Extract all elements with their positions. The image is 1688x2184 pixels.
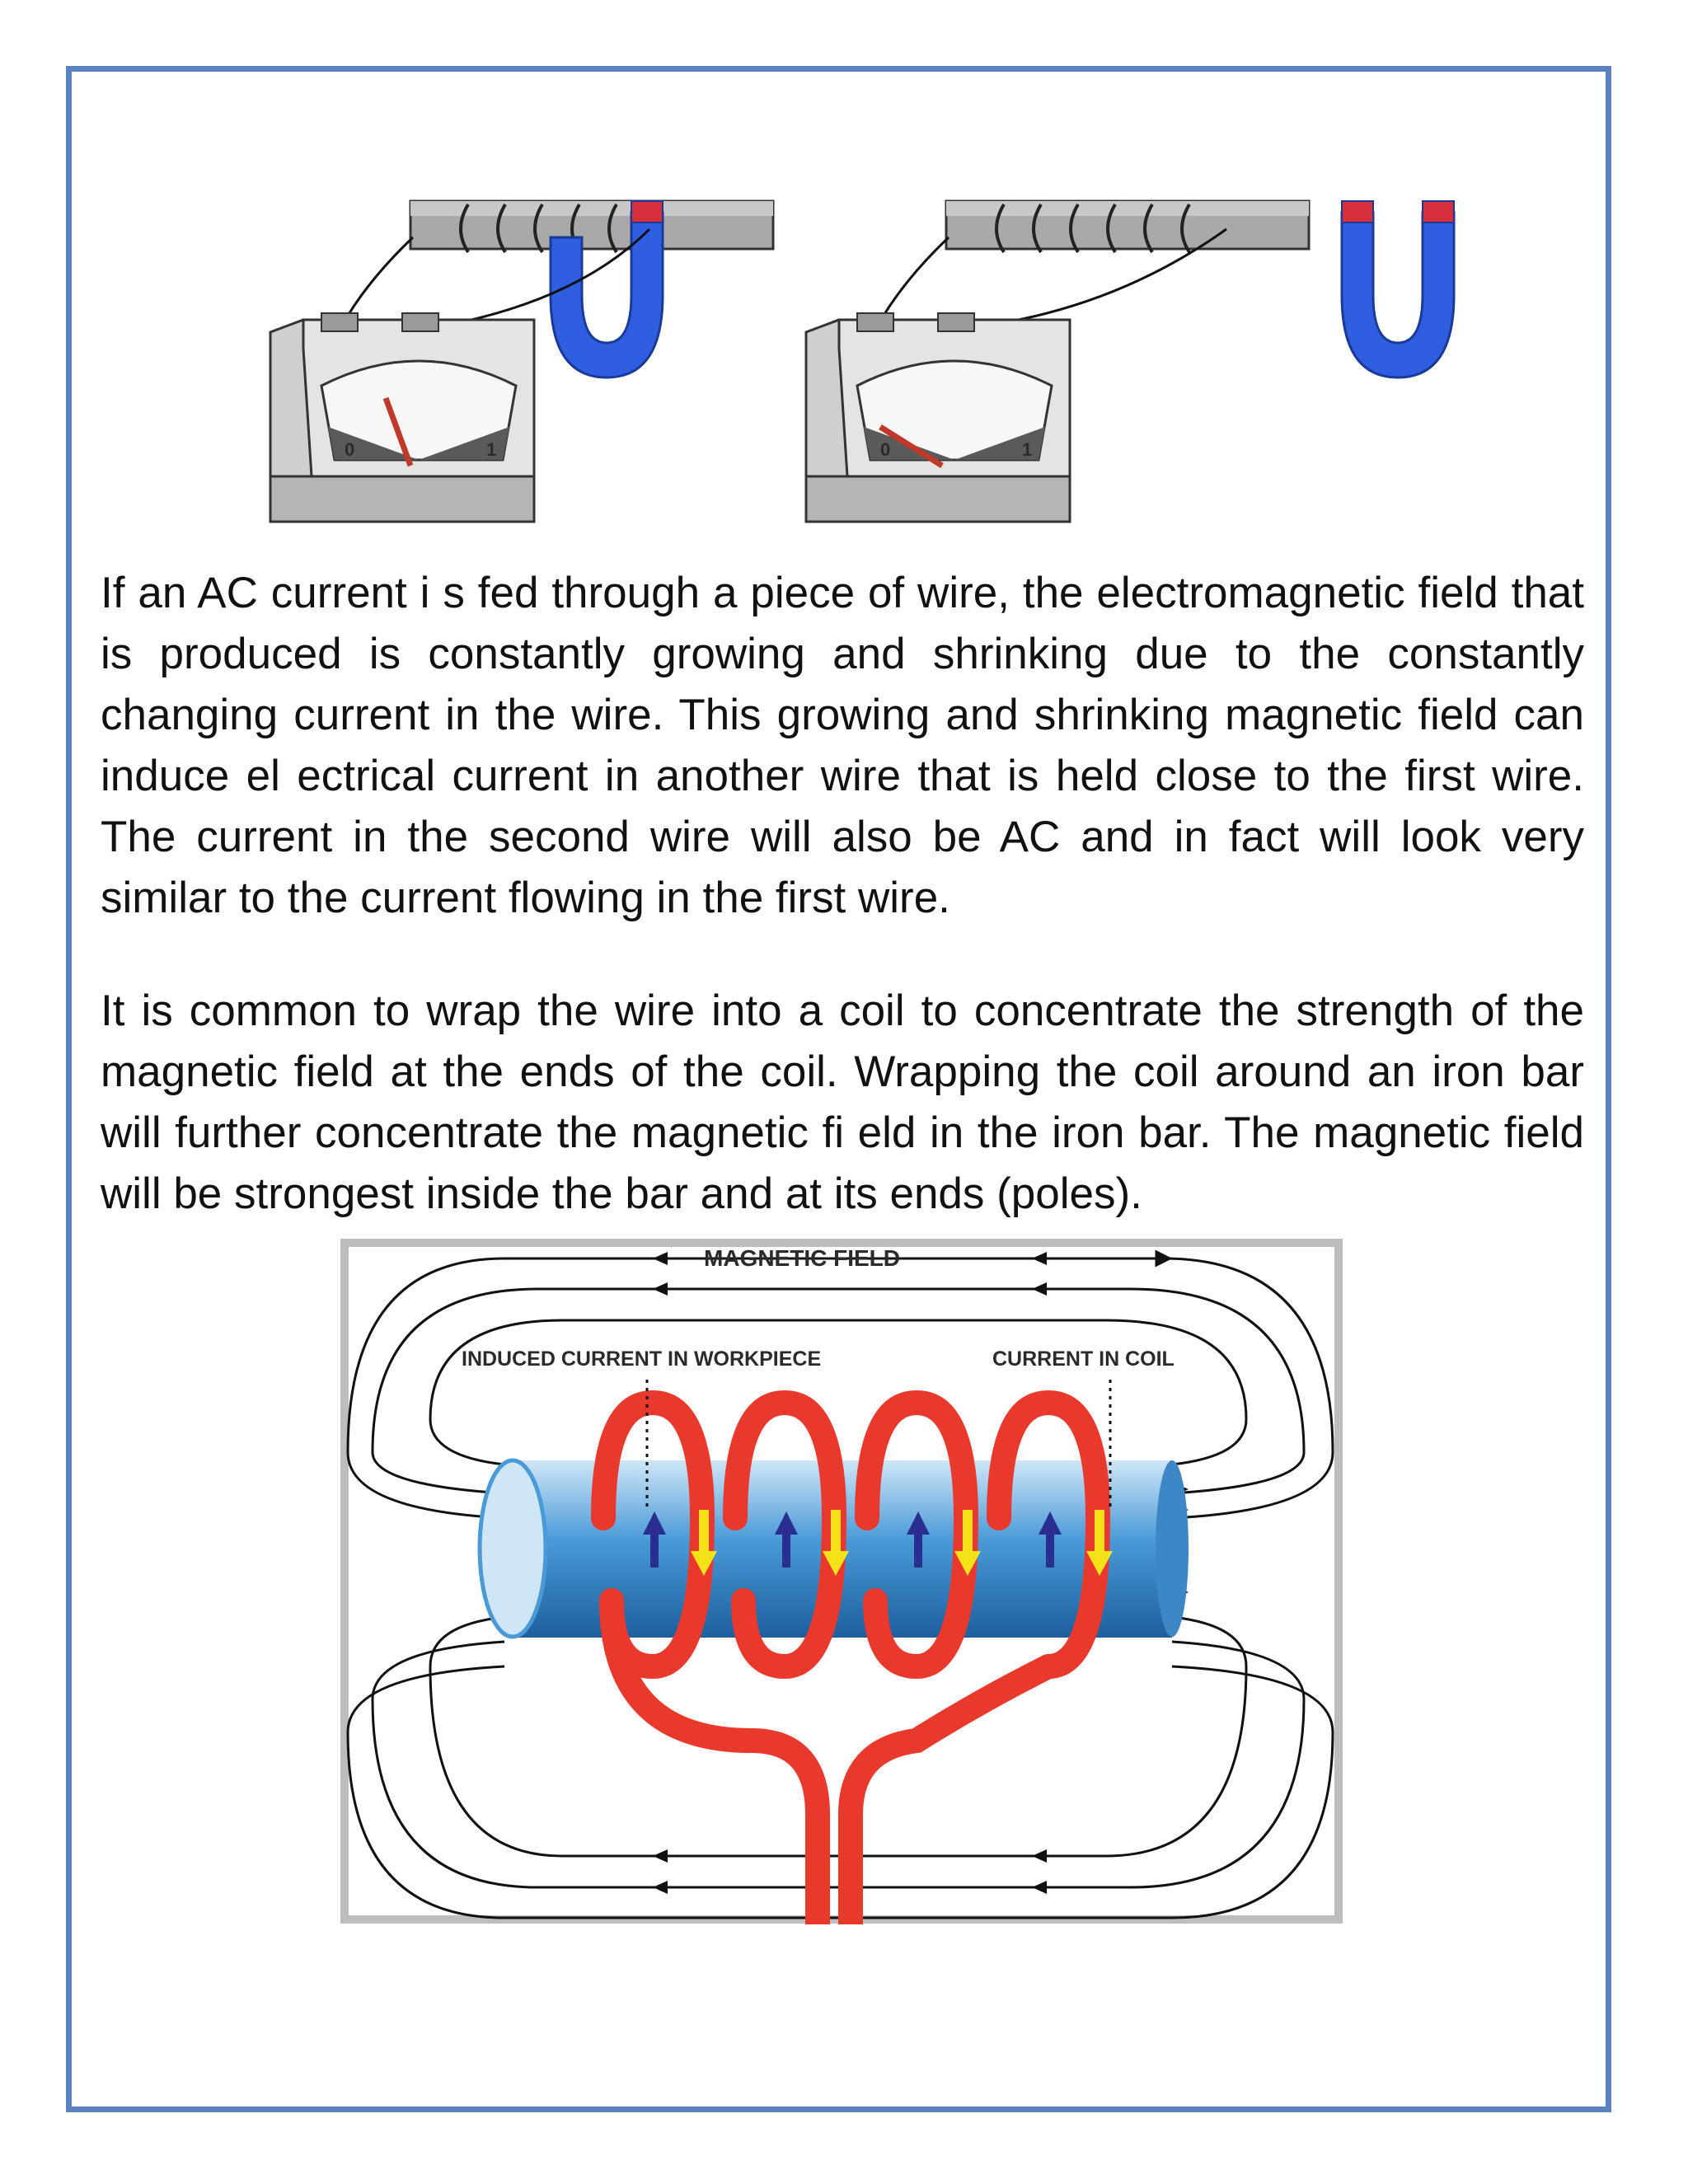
label-magnetic-field: MAGNETIC FIELD bbox=[704, 1245, 900, 1271]
label-current-in-coil: CURRENT IN COIL bbox=[992, 1347, 1175, 1371]
right-setup bbox=[806, 201, 1454, 522]
meter-left-zero: 0 bbox=[345, 439, 355, 460]
paragraph-ac-induction: If an AC current i s fed through a piece of wire, the electromagnetic field that is produced is constantly growing and shrinking due to the constantly changing current in the wire. This growing and shrinking magnetic field can induce el ectrical current in another wire that is held close to the first wire. The current in the second wire will also be AC and in fact will look very similar to the current flowing in the first wire. bbox=[101, 569, 1584, 922]
magnet-right bbox=[1342, 201, 1454, 377]
meter-left-max: 1 bbox=[486, 439, 497, 460]
induction-coil-diagram bbox=[340, 1238, 1343, 1924]
meter-right-max: 1 bbox=[1022, 439, 1033, 460]
galvanometer-left bbox=[270, 313, 534, 522]
label-induced-current: INDUCED CURRENT IN WORKPIECE bbox=[462, 1347, 822, 1371]
meter-right-zero: 0 bbox=[880, 439, 891, 460]
galvanometer-right bbox=[806, 313, 1070, 522]
paragraph-coil-concentration: It is common to wrap the wire into a coil to concentrate the strength of the magnetic field at the ends of the coil. Wrapping the coil around an iron bar will further concentrate the magnetic fi eld in the iron bar. The magnetic field will be strongest inside the bar and at its ends (poles). bbox=[101, 987, 1584, 1218]
induction-meter-illustration bbox=[262, 188, 1472, 537]
left-setup bbox=[270, 201, 773, 522]
